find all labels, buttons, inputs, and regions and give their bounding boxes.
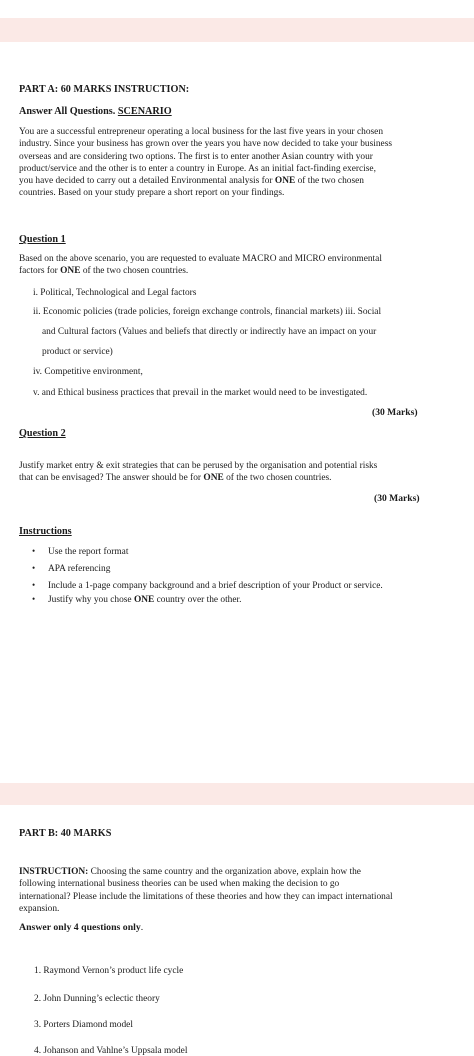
scenario-text: of the two chosen [295,176,364,187]
instruction-emphasis: ONE [133,595,155,605]
answer-only-text: Answer only 4 questions only [19,922,141,933]
scenario-paragraph [19,126,455,200]
q2-text: of the two chosen countries. [223,473,332,484]
bullet-icon: • [32,546,36,556]
intro-text: of the two chosen countries. [80,266,189,277]
part-b-instruction-line: international? Please include the limitations of these theories and how they can impact international [19,891,393,902]
part-b-instruction-line: following international business theories can be used when making the decision to go [19,879,340,890]
q2-text: that can be envisaged? The answer should be for [19,473,204,484]
question2-marks: (30 Marks) [374,493,420,504]
question1-item: product or service) [42,347,113,357]
answer-only-heading [19,922,143,933]
scenario-text: you have decided to carry out a detailed Environmental analysis for [19,176,275,187]
question1-intro-line: Based on the above scenario, you are requested to evaluate MACRO and MICRO environmental [19,254,382,264]
instruction-text: Justify why you chose [48,595,134,605]
instruction-text: Choosing the same country and the organization above, explain how the [88,867,361,877]
answer-all-heading [19,106,172,117]
part-b-title: PART B: 40 MARKS [19,828,112,839]
bullet-icon: • [32,594,36,604]
instruction-label: INSTRUCTION: [19,867,89,877]
question1-item: i. Political, Technological and Legal factors [33,288,197,298]
page-separator-middle [0,783,474,805]
part-b-instruction-line [19,866,455,878]
instruction-item: Use the report format [48,547,129,557]
question1-marks: (30 Marks) [372,407,418,418]
question1-intro [19,253,455,278]
question2-text [19,460,455,485]
scenario-line: You are a successful entrepreneur operating a local business for the last five years in your chosen [19,127,384,137]
instruction-item [48,595,241,605]
question1-item: v. and Ethical business practices that prevail in the market would need to be investigated. [33,388,368,398]
scenario-emphasis: ONE [274,176,296,187]
question2-line [19,472,455,484]
instructions-heading: Instructions [19,526,72,537]
instruction-item: Include a 1-page company background and a brief description of your Product or service. [48,581,383,591]
scenario-line: overseas and are considering two options. The first is to enter another Asian country with your [19,151,373,162]
scenario-line: countries. Based on your study prepare a short report on your findings. [19,188,285,199]
instruction-item: APA referencing [48,564,111,574]
intro-text: factors for [19,266,61,277]
part-b-instruction [19,866,455,915]
instruction-text: country over the other. [154,595,242,605]
answer-only-end: . [140,922,144,933]
scenario-line [19,175,455,187]
theory-item: 3. Porters Diamond model [34,1020,133,1030]
scenario-label: SCENARIO [117,106,172,117]
answer-all-label: Answer All Questions. [19,106,118,117]
part-a-title: PART A: 60 MARKS INSTRUCTION: [19,84,190,95]
question1-intro-line [19,265,455,277]
part-b-instruction-line: expansion. [19,903,60,914]
scenario-line: industry. Since your business has grown over the years you have now decided to take your business [19,139,393,150]
scenario-line: product/service and the other is to enter a country in Europe. As an initial fact-finding exercise, [19,163,376,174]
bullet-icon: • [32,580,36,590]
intro-emphasis: ONE [60,266,81,277]
question2-line: Justify market entry & exit strategies that can be perused by the organisation and potential risks [19,461,378,471]
theory-item: 4. Johanson and Vahlne’s Uppsala model [34,1046,188,1056]
q2-emphasis: ONE [203,473,224,484]
theory-item: 2. John Dunning’s eclectic theory [34,994,160,1004]
question1-item: and Cultural factors (Values and beliefs that directly or indirectly have an impact on your [42,327,377,337]
question1-heading: Question 1 [19,234,66,245]
theory-item: 1. Raymond Vernon’s product life cycle [34,966,184,976]
bullet-icon: • [32,563,36,573]
question1-item: ii. Economic policies (trade policies, foreign exchange controls, financial markets) iii. Social [33,307,382,317]
question1-item: iv. Competitive environment, [33,367,143,377]
page-separator-top [0,18,474,42]
question2-heading: Question 2 [19,428,66,439]
